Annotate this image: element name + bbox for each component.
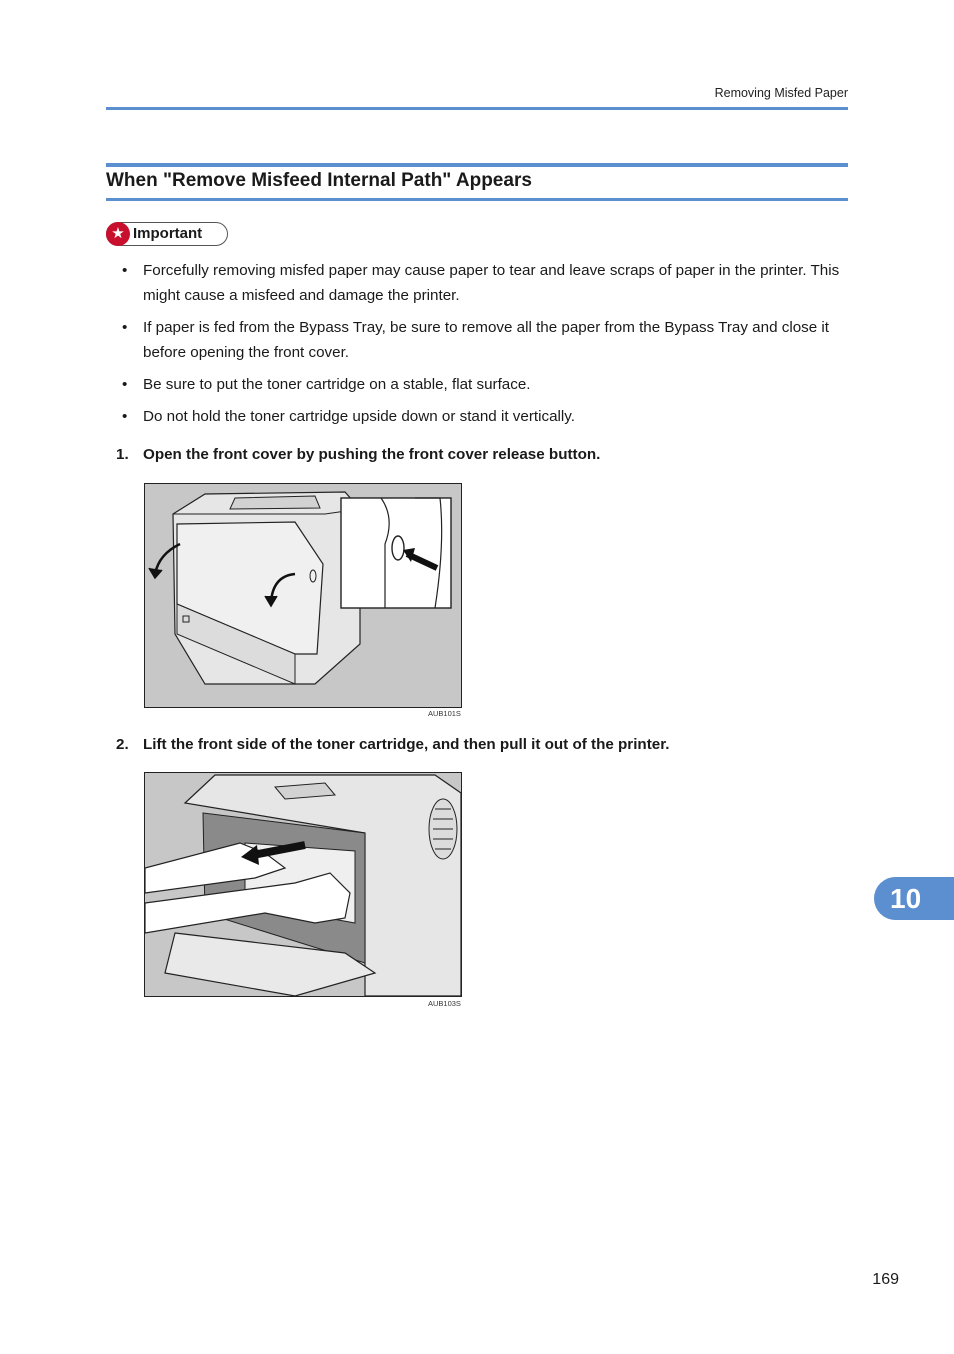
list-item [120,372,848,397]
bullet-text: Forcefully removing misfed paper may cause paper to tear and leave scraps of paper in the printer. This might cause a misfeed and damage the printer. [143,262,840,304]
bullet-icon: • [122,408,128,425]
important-label: Important [133,225,203,242]
section-title: When "Remove Misfeed Internal Path" Appears [106,170,532,191]
important-badge [106,222,228,246]
running-head: Removing Misfed Paper [714,86,848,100]
important-list [120,258,848,436]
printer-illustration [145,484,461,707]
bullet-icon: • [122,319,128,336]
step-text: Open the front cover by pushing the front cover release button. [143,446,601,463]
step-text: Lift the front side of the toner cartridge, and then pull it out of the printer. [143,736,670,753]
page-number: 169 [872,1271,899,1288]
list-item [120,315,848,365]
bullet-text: Be sure to put the toner cartridge on a stable, flat surface. [143,376,531,393]
list-item [120,404,848,429]
step-number: 2. [116,736,129,753]
printer-illustration [145,773,461,996]
figure-remove-toner-cartridge [144,772,462,997]
header-rule [106,107,848,110]
figure-code: AUB101S [428,709,461,718]
step-number: 1. [116,446,129,463]
step-2 [116,734,670,756]
bullet-icon: • [122,262,128,279]
bullet-icon: • [122,376,128,393]
bullet-text: If paper is fed from the Bypass Tray, be sure to remove all the paper from the Bypass Tray and close it before opening the front cover. [143,319,830,361]
bullet-text: Do not hold the toner cartridge upside down or stand it vertically. [143,408,575,425]
chapter-tab: 10 [874,877,954,920]
list-item [120,258,848,308]
figure-open-front-cover [144,483,462,708]
star-icon: ★ [106,222,130,246]
step-1 [116,444,600,466]
section-rule-bottom [106,198,848,201]
figure-code: AUB103S [428,999,461,1008]
